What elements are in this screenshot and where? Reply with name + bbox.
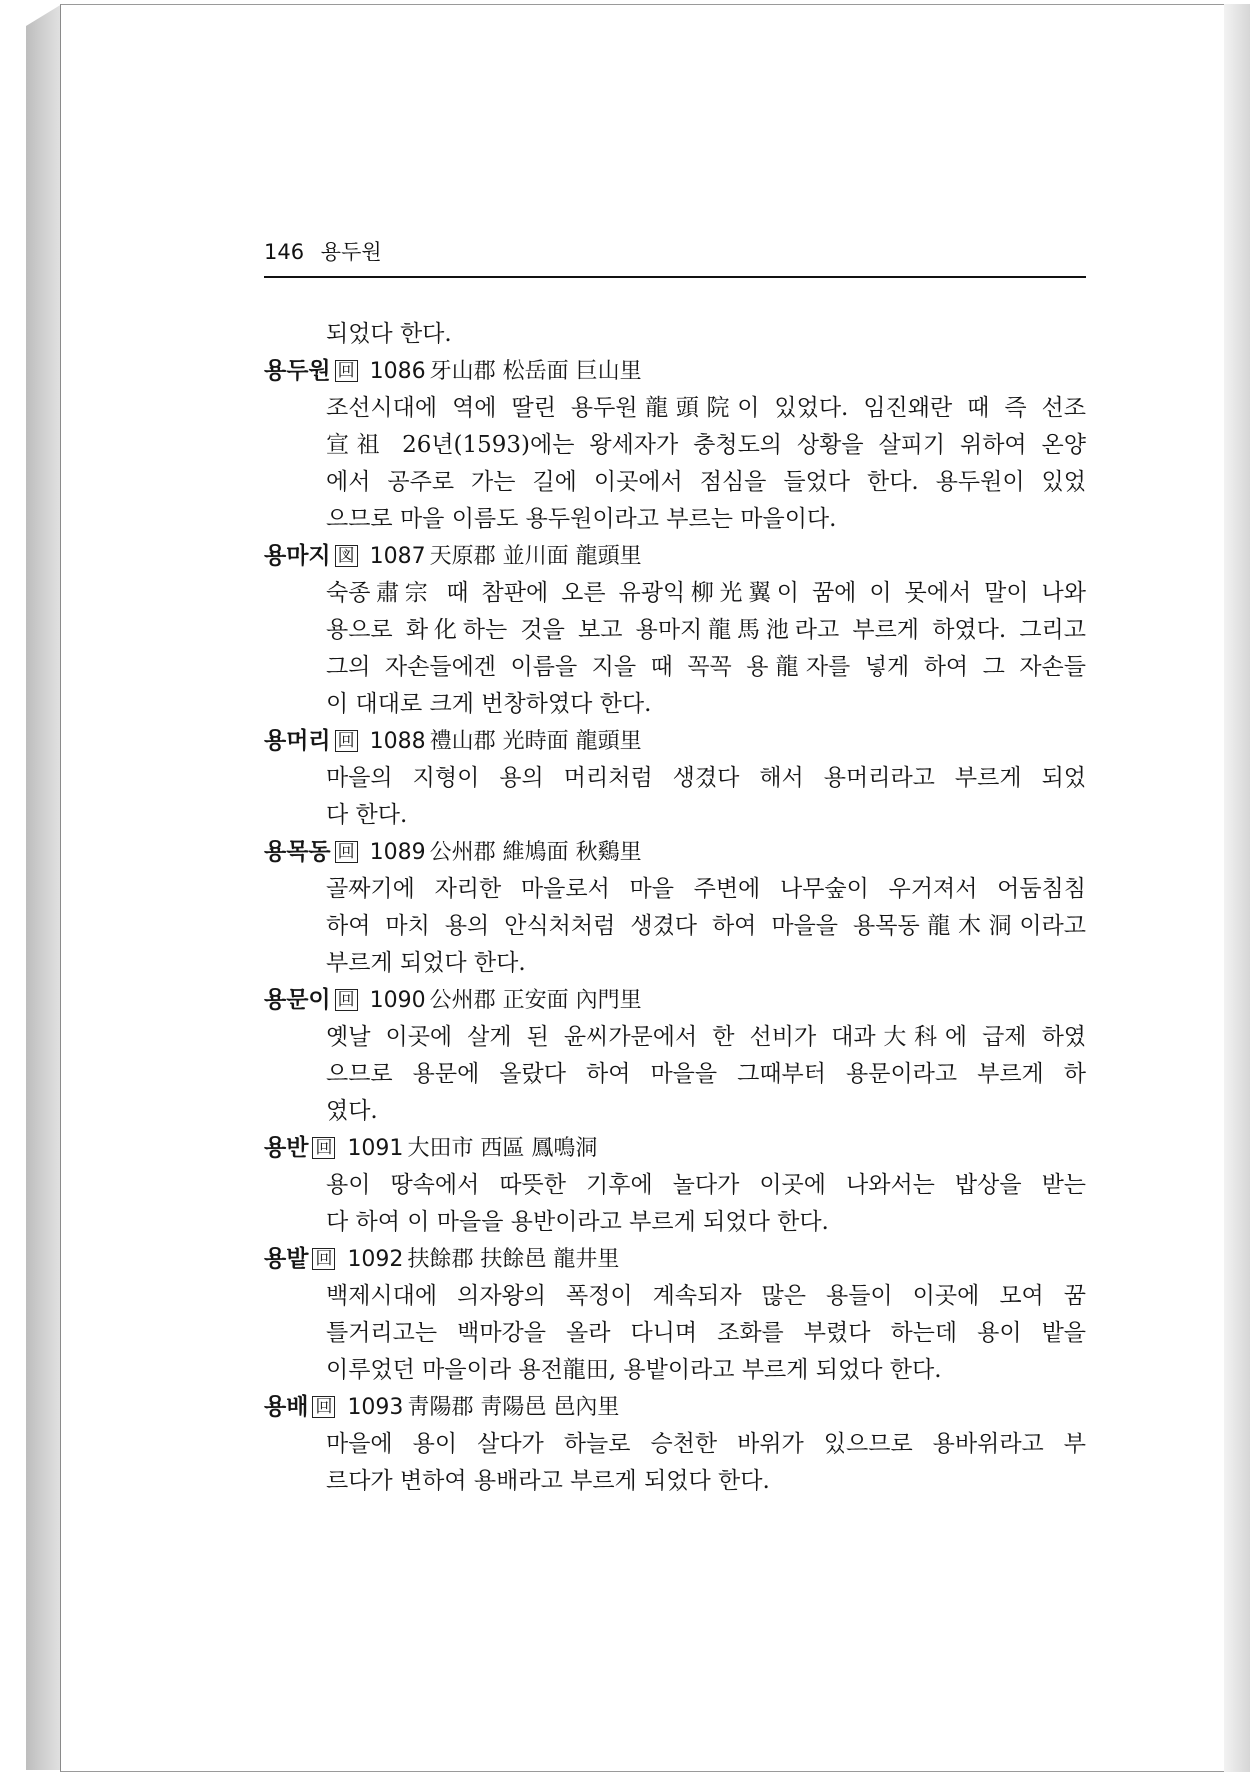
entry-location: 扶餘郡 扶餘邑 龍井里 [407,1247,620,1272]
page-number: 146 [264,240,305,264]
entry-heading [264,1241,1086,1278]
entry-type-mark: 回 [335,989,358,1011]
entry-heading [264,538,1086,575]
entry-heading [264,1389,1086,1426]
entry-code: 1093 [347,1395,404,1420]
entry-term: 용두원 [264,358,331,384]
entry-text-line: 그의 자손들에겐 이름을 지을 때 꼭꼭 용龍자를 넣게 하여 그 자손들 [326,654,1086,680]
entry-text-line: 이루었던 마을이라 용전龍田, 용밭이라고 부르게 되었다 한다. [326,1357,942,1383]
entry-text-line: 에서 공주로 가는 길에 이곳에서 점심을 들었다 한다. 용두원이 있었 [326,469,1086,495]
entry-text-line: 백제시대에 의자왕의 폭정이 계속되자 많은 용들이 이곳에 모여 꿈 [326,1283,1086,1309]
entry-text-line: 하여 마치 용의 안식처처럼 생겼다 하여 마을을 용목동龍木洞이라고 [326,913,1086,939]
entry-location: 禮山郡 光時面 龍頭里 [429,729,642,754]
entry-code: 1086 [369,359,426,384]
entry-text-line: 용으로 화化하는 것을 보고 용마지龍馬池라고 부르게 하였다. 그리고 [326,617,1086,643]
entry-text-line: 으므로 용문에 올랐다 하여 마을을 그때부터 용문이라고 부르게 하 [326,1061,1086,1087]
dictionary-entries [264,316,1086,1500]
entry-term: 용문이 [264,987,331,1013]
entry-code: 1091 [347,1136,404,1161]
entry-type-mark: 回 [335,841,358,863]
entry-location: 公州郡 維鳩面 秋鷄里 [429,840,642,865]
entry-heading [264,723,1086,760]
entry-text-line: 부르게 되었다 한다. [326,950,526,976]
entry-term: 용머리 [264,728,331,754]
entry-text-line: 이 대대로 크게 번창하였다 한다. [326,691,652,717]
running-header [264,236,1086,278]
entry-type-mark: 図 [335,545,358,567]
entry-heading [264,982,1086,1019]
entry-text-line: 되었다 한다. [326,321,452,347]
entry-code: 1092 [347,1247,404,1272]
entry-text-line: 다 한다. [326,802,408,828]
entry-text-line: 용이 땅속에서 따뜻한 기후에 놀다가 이곳에 나와서는 밥상을 받는 [326,1172,1086,1198]
entry-code: 1090 [369,988,426,1013]
entry-term: 용목동 [264,839,331,865]
entry-term: 용밭 [264,1246,309,1272]
entry-term: 용반 [264,1135,309,1161]
entry-text-line: 골짜기에 자리한 마을로서 마을 주변에 나무숲이 우거져서 어둠침침 [326,876,1086,902]
page-edge-shadow [1224,4,1250,1772]
entry-heading [264,353,1086,390]
entry-text-line: 조선시대에 역에 딸린 용두원龍頭院이 있었다. 임진왜란 때 즉 선조 [326,395,1086,421]
entry-text-line: 였다. [326,1098,378,1124]
entry-code: 1089 [369,840,426,865]
entry-text-line: 숙종肅宗 때 참판에 오른 유광익柳光翼이 꿈에 이 못에서 말이 나와 [326,580,1086,606]
entry-type-mark: 回 [335,360,358,382]
entry-text-line: 마을에 용이 살다가 하늘로 승천한 바위가 있으므로 용바위라고 부 [326,1431,1086,1457]
running-title: 용두원 [320,240,382,264]
book-spine-edge [26,4,62,1770]
entry-text-line: 틀거리고는 백마강을 올라 다니며 조화를 부렸다 하는데 용이 밭을 [326,1320,1086,1346]
entry-text-line: 다 하여 이 마을을 용반이라고 부르게 되었다 한다. [326,1209,829,1235]
entry-type-mark: 回 [312,1137,335,1159]
entry-location: 大田市 西區 鳳鳴洞 [407,1136,598,1161]
entry-text-line: 르다가 변하여 용배라고 부르게 되었다 한다. [326,1468,770,1494]
entry-heading [264,834,1086,871]
entry-text-line: 宣祖 26년(1593)에는 왕세자가 충청도의 상황을 살피기 위하여 온양 [326,432,1086,458]
entry-text-line: 마을의 지형이 용의 머리처럼 생겼다 해서 용머리라고 부르게 되었 [326,765,1086,791]
entry-type-mark: 回 [312,1248,335,1270]
entry-type-mark: 回 [312,1396,335,1418]
entry-text-line: 으므로 마을 이름도 용두원이라고 부르는 마을이다. [326,506,837,532]
entry-term: 용배 [264,1394,309,1420]
entry-location: 靑陽郡 靑陽邑 邑內里 [407,1395,620,1420]
entry-text-line: 옛날 이곳에 살게 된 윤씨가문에서 한 선비가 대과大科에 급제 하였 [326,1024,1086,1050]
entry-type-mark: 回 [335,730,358,752]
entry-code: 1087 [369,544,426,569]
entry-term: 용마지 [264,543,331,569]
entry-code: 1088 [369,729,426,754]
entry-location: 牙山郡 松岳面 巨山里 [429,359,642,384]
entry-location: 公州郡 正安面 內門里 [429,988,642,1013]
entry-heading [264,1130,1086,1167]
entry-location: 天原郡 並川面 龍頭里 [429,544,642,569]
